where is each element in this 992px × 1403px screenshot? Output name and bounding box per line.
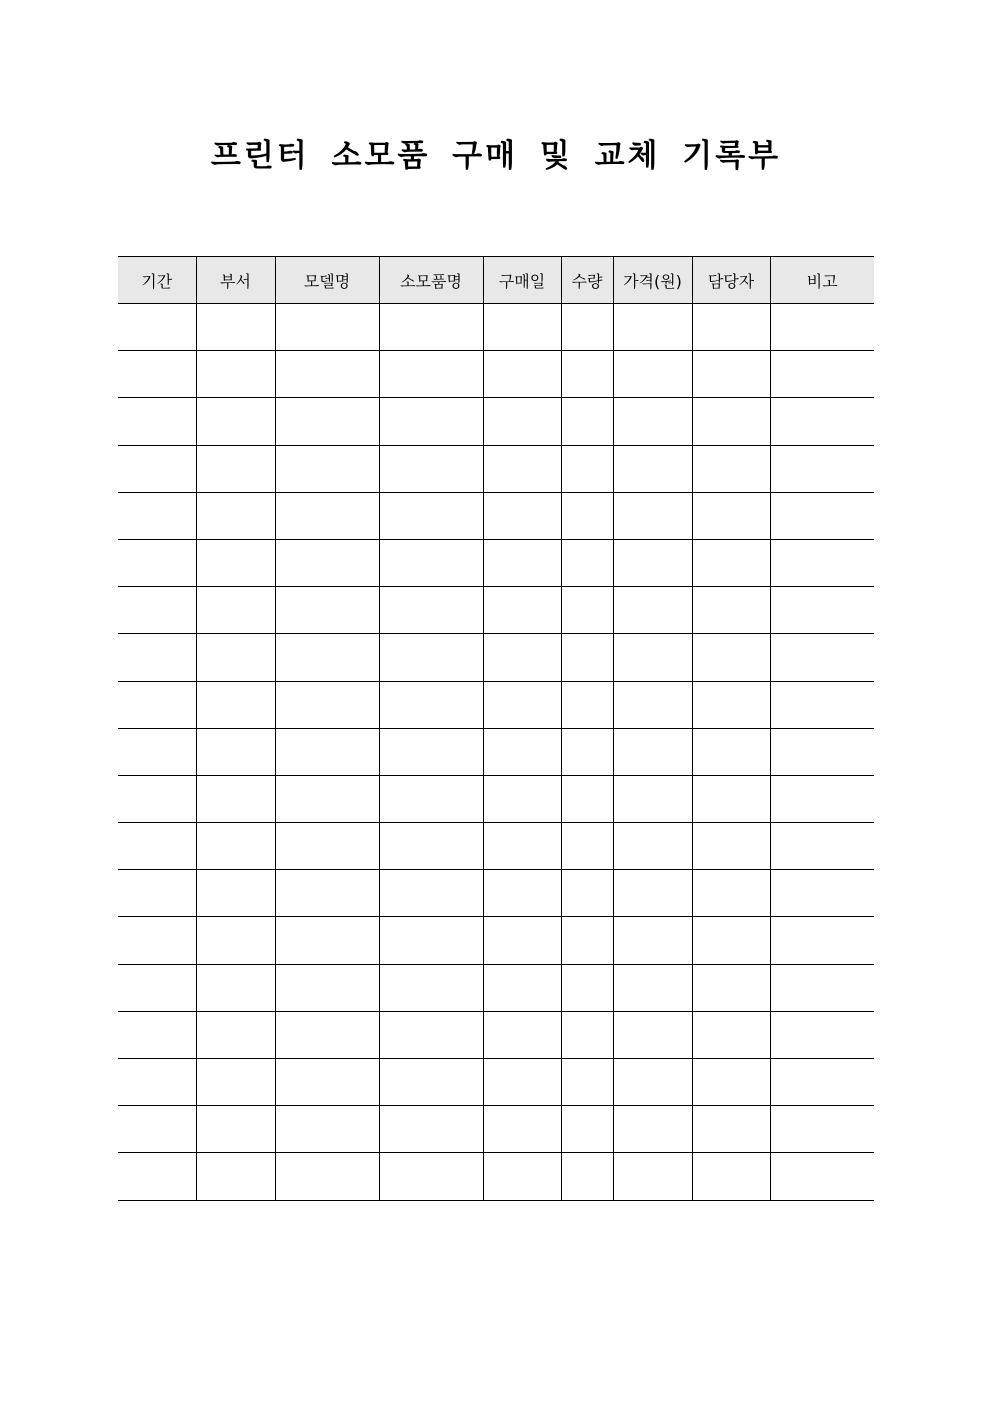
table-cell[interactable]: [613, 587, 692, 634]
table-row: [118, 728, 874, 775]
table-cell[interactable]: [692, 823, 770, 870]
table-cell[interactable]: [483, 492, 561, 539]
header-price: 가격(원): [613, 257, 692, 304]
table-cell[interactable]: [613, 823, 692, 870]
table-cell[interactable]: [561, 634, 613, 681]
table-cell[interactable]: [692, 1106, 770, 1153]
table-cell[interactable]: [561, 304, 613, 351]
table-cell[interactable]: [770, 587, 874, 634]
table-cell[interactable]: [379, 304, 483, 351]
table-cell[interactable]: [275, 445, 379, 492]
table-cell[interactable]: [692, 587, 770, 634]
table-cell[interactable]: [613, 398, 692, 445]
table-cell[interactable]: [613, 539, 692, 586]
table-row: [118, 917, 874, 964]
table-cell[interactable]: [561, 870, 613, 917]
table-cell[interactable]: [275, 1059, 379, 1106]
table-cell[interactable]: [770, 823, 874, 870]
table-cell[interactable]: [483, 823, 561, 870]
table-cell[interactable]: [770, 1011, 874, 1058]
table-cell[interactable]: [561, 1059, 613, 1106]
table-cell[interactable]: [483, 587, 561, 634]
table-cell[interactable]: [692, 351, 770, 398]
table-cell[interactable]: [379, 728, 483, 775]
header-model-name: 모델명: [275, 257, 379, 304]
table-cell[interactable]: [483, 1153, 561, 1200]
table-cell[interactable]: [692, 304, 770, 351]
table-cell[interactable]: [275, 304, 379, 351]
table-cell[interactable]: [379, 775, 483, 822]
header-quantity: 수량: [561, 257, 613, 304]
table-cell[interactable]: [196, 304, 275, 351]
table-cell[interactable]: [196, 681, 275, 728]
table-cell[interactable]: [379, 870, 483, 917]
header-remarks: 비고: [770, 257, 874, 304]
table-cell[interactable]: [118, 539, 196, 586]
table-row: [118, 964, 874, 1011]
table-cell[interactable]: [118, 634, 196, 681]
table-cell[interactable]: [770, 917, 874, 964]
table-cell[interactable]: [561, 681, 613, 728]
table-cell[interactable]: [275, 1153, 379, 1200]
table-cell[interactable]: [483, 634, 561, 681]
table-cell[interactable]: [379, 1153, 483, 1200]
table-cell[interactable]: [196, 823, 275, 870]
table-cell[interactable]: [692, 775, 770, 822]
table-cell[interactable]: [196, 351, 275, 398]
table-cell[interactable]: [770, 964, 874, 1011]
table-row: [118, 492, 874, 539]
table-cell[interactable]: [770, 539, 874, 586]
table-row: [118, 351, 874, 398]
table-cell[interactable]: [692, 728, 770, 775]
table-row: [118, 1106, 874, 1153]
table-cell[interactable]: [196, 398, 275, 445]
table-cell[interactable]: [118, 728, 196, 775]
table-cell[interactable]: [379, 964, 483, 1011]
table-row: [118, 398, 874, 445]
table-cell[interactable]: [613, 1059, 692, 1106]
table-cell[interactable]: [561, 492, 613, 539]
table-cell[interactable]: [692, 681, 770, 728]
table-row: [118, 304, 874, 351]
table-cell[interactable]: [275, 634, 379, 681]
record-table: [118, 256, 874, 1201]
table-cell[interactable]: [483, 681, 561, 728]
table-cell[interactable]: [770, 1059, 874, 1106]
table-cell[interactable]: [275, 398, 379, 445]
table-cell[interactable]: [561, 1011, 613, 1058]
table-cell[interactable]: [196, 1106, 275, 1153]
table-cell[interactable]: [770, 728, 874, 775]
table-cell[interactable]: [118, 587, 196, 634]
table-cell[interactable]: [561, 1153, 613, 1200]
table-cell[interactable]: [196, 1153, 275, 1200]
table-row: [118, 1011, 874, 1058]
table-cell[interactable]: [483, 351, 561, 398]
table-cell[interactable]: [379, 823, 483, 870]
table-row: [118, 445, 874, 492]
table-cell[interactable]: [692, 492, 770, 539]
table-cell[interactable]: [118, 492, 196, 539]
table-cell[interactable]: [118, 1106, 196, 1153]
table-cell[interactable]: [275, 775, 379, 822]
table-cell[interactable]: [613, 1153, 692, 1200]
table-cell[interactable]: [692, 1059, 770, 1106]
table-cell[interactable]: [379, 445, 483, 492]
table-cell[interactable]: [379, 917, 483, 964]
table-cell[interactable]: [483, 870, 561, 917]
table-cell[interactable]: [275, 1011, 379, 1058]
table-cell[interactable]: [561, 539, 613, 586]
table-cell[interactable]: [379, 1106, 483, 1153]
table-cell[interactable]: [613, 445, 692, 492]
table-cell[interactable]: [770, 634, 874, 681]
table-cell[interactable]: [483, 964, 561, 1011]
table-cell[interactable]: [692, 964, 770, 1011]
table-cell[interactable]: [118, 1059, 196, 1106]
table-cell[interactable]: [379, 1011, 483, 1058]
table-cell[interactable]: [379, 681, 483, 728]
table-cell[interactable]: [275, 587, 379, 634]
table-cell[interactable]: [613, 304, 692, 351]
table-cell[interactable]: [770, 351, 874, 398]
table-cell[interactable]: [196, 964, 275, 1011]
table-cell[interactable]: [770, 1106, 874, 1153]
table-cell[interactable]: [692, 539, 770, 586]
table-cell[interactable]: [196, 634, 275, 681]
table-cell[interactable]: [561, 728, 613, 775]
table-cell[interactable]: [770, 398, 874, 445]
table-cell[interactable]: [613, 1011, 692, 1058]
table-cell[interactable]: [196, 1059, 275, 1106]
table-cell[interactable]: [483, 917, 561, 964]
table-cell[interactable]: [770, 1153, 874, 1200]
table-cell[interactable]: [692, 1153, 770, 1200]
table-row: [118, 681, 874, 728]
table-row: [118, 1059, 874, 1106]
table-cell[interactable]: [561, 587, 613, 634]
table-cell[interactable]: [561, 445, 613, 492]
table-cell[interactable]: [692, 870, 770, 917]
table-cell[interactable]: [770, 304, 874, 351]
table-row: [118, 775, 874, 822]
table-cell[interactable]: [196, 917, 275, 964]
table-cell[interactable]: [379, 539, 483, 586]
table-cell[interactable]: [118, 304, 196, 351]
table-cell[interactable]: [379, 1059, 483, 1106]
table-cell[interactable]: [770, 492, 874, 539]
table-cell[interactable]: [613, 681, 692, 728]
table-cell[interactable]: [770, 681, 874, 728]
table-row: [118, 1153, 874, 1200]
table-cell[interactable]: [196, 870, 275, 917]
table-cell[interactable]: [275, 917, 379, 964]
table-cell[interactable]: [196, 445, 275, 492]
table-cell[interactable]: [379, 634, 483, 681]
table-cell[interactable]: [483, 539, 561, 586]
table-cell[interactable]: [118, 917, 196, 964]
table-cell[interactable]: [275, 870, 379, 917]
table-cell[interactable]: [275, 728, 379, 775]
table-cell[interactable]: [275, 1106, 379, 1153]
table-cell[interactable]: [275, 681, 379, 728]
table-cell[interactable]: [275, 539, 379, 586]
header-person-in-charge: 담당자: [692, 257, 770, 304]
table-cell[interactable]: [379, 587, 483, 634]
table-cell[interactable]: [118, 775, 196, 822]
table-cell[interactable]: [118, 964, 196, 1011]
table-cell[interactable]: [613, 964, 692, 1011]
table-cell[interactable]: [196, 775, 275, 822]
table-row: [118, 634, 874, 681]
table-cell[interactable]: [561, 823, 613, 870]
table-body: [118, 304, 874, 1201]
table-cell[interactable]: [692, 917, 770, 964]
table-cell[interactable]: [561, 1106, 613, 1153]
table-cell[interactable]: [483, 775, 561, 822]
table-cell[interactable]: [483, 398, 561, 445]
table-cell[interactable]: [118, 445, 196, 492]
table-cell[interactable]: [692, 634, 770, 681]
table-row: [118, 539, 874, 586]
table-cell[interactable]: [561, 351, 613, 398]
table-cell[interactable]: [483, 1011, 561, 1058]
table-cell[interactable]: [770, 445, 874, 492]
table-cell[interactable]: [196, 587, 275, 634]
table-cell[interactable]: [613, 917, 692, 964]
table-cell[interactable]: [196, 539, 275, 586]
table-cell[interactable]: [118, 681, 196, 728]
header-row: [118, 257, 874, 304]
table-cell[interactable]: [379, 398, 483, 445]
table-cell[interactable]: [770, 775, 874, 822]
table-cell[interactable]: [275, 492, 379, 539]
table-cell[interactable]: [196, 728, 275, 775]
table-cell[interactable]: [118, 823, 196, 870]
table-cell[interactable]: [561, 917, 613, 964]
table-cell[interactable]: [613, 492, 692, 539]
table-cell[interactable]: [275, 823, 379, 870]
table-cell[interactable]: [613, 634, 692, 681]
header-purchase-date: 구매일: [483, 257, 561, 304]
table-cell[interactable]: [483, 728, 561, 775]
table-cell[interactable]: [613, 351, 692, 398]
table-cell[interactable]: [483, 445, 561, 492]
table-row: [118, 870, 874, 917]
table-cell[interactable]: [613, 775, 692, 822]
table-cell[interactable]: [275, 964, 379, 1011]
table-cell[interactable]: [118, 870, 196, 917]
table-cell[interactable]: [118, 351, 196, 398]
table-cell[interactable]: [561, 398, 613, 445]
table-cell[interactable]: [379, 492, 483, 539]
table-cell[interactable]: [770, 870, 874, 917]
table-cell[interactable]: [692, 445, 770, 492]
table-cell[interactable]: [483, 1106, 561, 1153]
table-cell[interactable]: [561, 964, 613, 1011]
table-cell[interactable]: [118, 1153, 196, 1200]
table-cell[interactable]: [613, 870, 692, 917]
table-cell[interactable]: [483, 1059, 561, 1106]
table-cell[interactable]: [613, 1106, 692, 1153]
table-cell[interactable]: [275, 351, 379, 398]
table-cell[interactable]: [118, 398, 196, 445]
table-cell[interactable]: [196, 492, 275, 539]
table-cell[interactable]: [561, 775, 613, 822]
table-row: [118, 587, 874, 634]
header-department: 부서: [196, 257, 275, 304]
header-period: 기간: [118, 257, 196, 304]
table-row: [118, 823, 874, 870]
document-title: 프린터 소모품 구매 및 교체 기록부: [210, 138, 782, 174]
table-cell[interactable]: [196, 1011, 275, 1058]
header-supply-name: 소모품명: [379, 257, 483, 304]
table-cell[interactable]: [483, 304, 561, 351]
table-cell[interactable]: [613, 728, 692, 775]
table-cell[interactable]: [118, 1011, 196, 1058]
table-cell[interactable]: [692, 1011, 770, 1058]
table-cell[interactable]: [692, 398, 770, 445]
table-cell[interactable]: [379, 351, 483, 398]
